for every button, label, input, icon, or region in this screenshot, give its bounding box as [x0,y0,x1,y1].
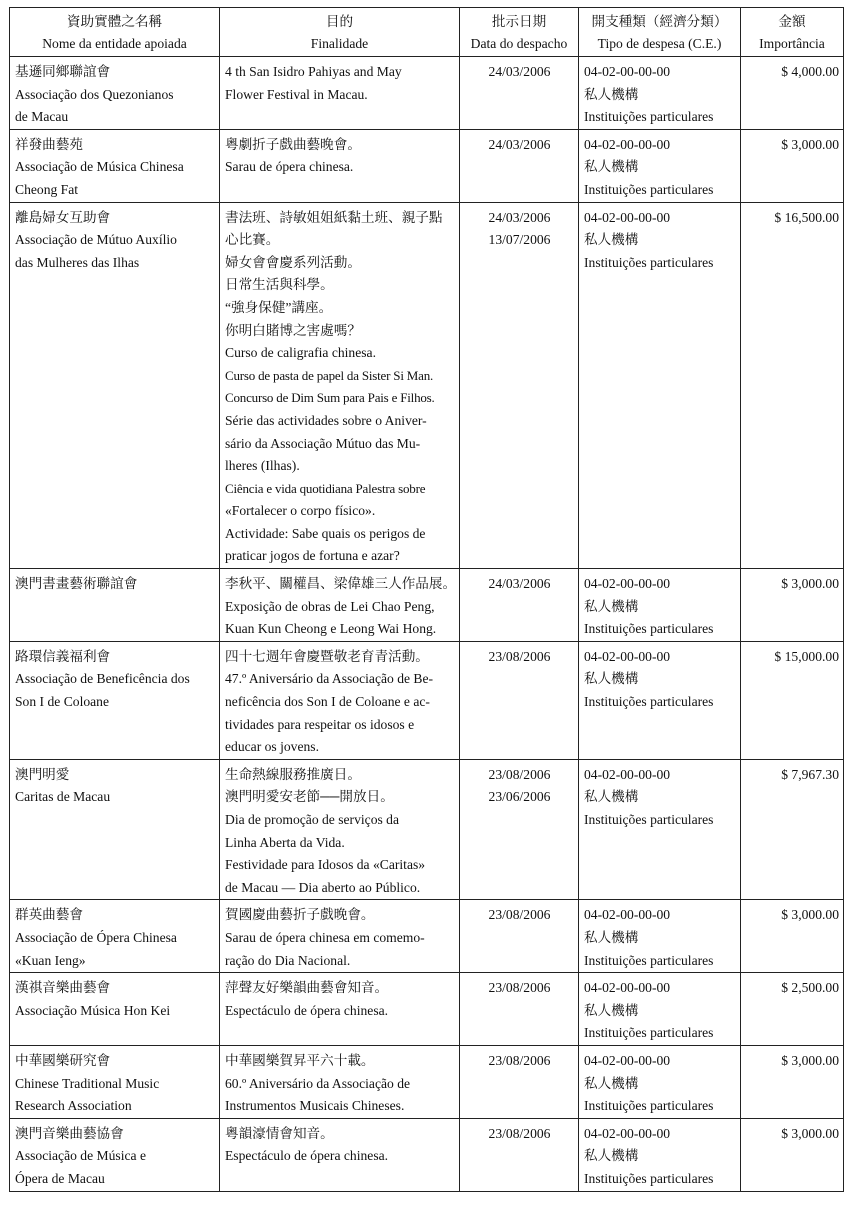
purpose-line: 粵韻濠情會知音。 [225,1125,334,1141]
table-header [10,8,844,57]
amount: $ 16,500.00 [741,202,844,569]
purpose [220,900,460,973]
purpose-line: ração do Dia Nacional. [225,952,351,968]
header-amount [741,8,844,57]
dispatch-date-line: 23/08/2006 [488,1125,551,1141]
purpose [220,1045,460,1118]
purpose-line: educar os jovens. [225,739,319,755]
purpose-line: Curso de caligrafia chinesa. [225,345,376,361]
purpose-line: “強身保健”講座。 [225,299,333,315]
header-purpose-pt: Finalidade [310,35,369,51]
entity-name [10,973,220,1046]
expense-type-line: 私人機構 [584,598,639,614]
entity-name-line: 離島婦女互助會 [15,209,111,225]
purpose-line: 澳門明愛安老節──開放日。 [225,789,394,805]
table-row [10,641,844,759]
expense-type [579,759,741,900]
table-row [10,973,844,1046]
header-purpose-zh: 目的 [325,14,354,29]
expense-type-line: 04-02-00-00-00 [584,576,671,592]
expense-type-line: 04-02-00-00-00 [584,64,671,79]
purpose-line: Ciência e vida quotidiana Palestra sobre [225,480,426,496]
header-name-zh: 資助實體之名稱 [66,14,163,29]
amount: $ 3,000.00 [741,1045,844,1118]
entity-name-line: Associação de Música Chinesa [15,159,184,175]
amount: $ 2,500.00 [741,973,844,1046]
purpose-line: 你明白賭博之害處嗎？ [225,322,361,338]
entity-name-line: «Kuan Ieng» [15,952,86,968]
expense-type-line: 私人機構 [584,789,639,805]
entity-name-line: 中華國樂研究會 [15,1052,111,1068]
purpose-line: 生命熱線服務推廣日。 [225,766,361,782]
entity-name [10,57,220,130]
purpose-line: Festividade para Idosos da «Caritas» [225,857,426,873]
dispatch-date-line: 24/03/2006 [488,576,551,592]
expense-type-line: 私人機構 [584,86,639,102]
amount: $ 7,967.30 [741,759,844,900]
purpose-line: 李秋平、關權昌、梁偉雄三人作品展。 [225,576,457,592]
entity-name [10,641,220,759]
amount: $ 4,000.00 [741,57,844,130]
expense-type-line: 私人機構 [584,232,639,248]
expense-type-line: Instituições particulares [584,254,714,270]
entity-name-line: Associação de Beneficência dos [15,671,190,687]
purpose-line: Actividade: Sabe quais os perigos de [225,525,426,541]
dispatch-date [460,973,579,1046]
expense-type [579,1045,741,1118]
expense-type-line: 私人機構 [584,159,639,175]
dispatch-date-line: 13/07/2006 [488,232,551,248]
dispatch-date [460,900,579,973]
purpose-line: sário da Associação Mútuo das Mu- [225,435,421,451]
entity-name-line: 漢祺音樂曲藝會 [15,980,111,996]
purpose-line: 萍聲友好樂韻曲藝會知音。 [225,980,389,996]
purpose-line: Espectáculo de ópera chinesa. [225,1148,389,1164]
dispatch-date-line: 23/08/2006 [488,980,551,996]
entity-name [10,569,220,642]
expense-type [579,57,741,130]
entity-name-line: Research Association [15,1098,132,1114]
entity-name-line: Chinese Traditional Music [15,1075,160,1091]
dispatch-date-line: 23/06/2006 [488,789,551,805]
entity-name-line: Associação de Mútuo Auxílio [15,232,177,248]
purpose-line: Dia de promoção de serviços da [225,812,400,827]
expense-type [579,973,741,1046]
entity-name-line: de Macau [15,109,69,125]
purpose-line: 心比賽。 [225,232,280,248]
purpose-line: Flower Festival in Macau. [225,86,368,102]
expense-type [579,1118,741,1191]
dispatch-date [460,759,579,900]
purpose [220,759,460,900]
entity-name-line: Associação dos Quezonianos [15,86,174,102]
expense-type-line: 04-02-00-00-00 [584,980,671,996]
purpose [220,1118,460,1191]
amount: $ 3,000.00 [741,129,844,202]
expense-type [579,641,741,759]
expense-type-line: Instituições particulares [584,812,714,827]
dispatch-date-line: 23/08/2006 [488,907,551,923]
dispatch-date-line: 23/08/2006 [488,648,551,664]
expense-type-line: Instituições particulares [584,1025,714,1041]
expense-type-line: Instituições particulares [584,694,714,710]
purpose-line: 47.º Aniversário da Associação de Be- [225,671,434,687]
header-row [10,8,844,57]
entity-name-line: 路環信義福利會 [15,648,111,664]
amount: $ 3,000.00 [741,900,844,973]
purpose [220,973,460,1046]
purpose-line: Série das actividades sobre o Aniver- [225,412,427,428]
entity-name [10,129,220,202]
expense-type-line: 04-02-00-00-00 [584,1052,671,1068]
purpose-line: Linha Aberta da Vida. [225,834,345,850]
dispatch-date [460,569,579,642]
table-row [10,129,844,202]
header-expense-type [579,8,741,57]
header-type-pt: Tipo de despesa (C.E.) [597,35,722,51]
purpose-line: Exposição de obras de Lei Chao Peng, [225,598,435,614]
dispatch-date [460,57,579,130]
subsidy-table [9,7,844,1192]
amount: $ 15,000.00 [741,641,844,759]
dispatch-date-line: 23/08/2006 [488,766,551,782]
header-type-zh: 開支種類（經濟分類） [591,14,728,29]
purpose-line: 中華國樂賀昇平六十載。 [225,1052,375,1068]
table-row [10,569,844,642]
purpose-line: Curso de pasta de papel da Sister Si Man. [225,367,434,383]
expense-type-line: Instituições particulares [584,109,714,125]
header-amount-pt: Importância [759,35,825,51]
table-row [10,1118,844,1191]
purpose-line: Sarau de ópera chinesa em comemo- [225,929,425,945]
amount: $ 3,000.00 [741,569,844,642]
purpose-line: 日常生活與科學。 [225,277,334,293]
expense-type [579,202,741,569]
entity-name [10,1118,220,1191]
header-purpose [220,8,460,57]
purpose-line: Sarau de ópera chinesa. [225,159,354,175]
purpose-line: 粵劇折子戲曲藝晚會。 [225,136,361,152]
purpose-line: Concurso de Dim Sum para Pais e Filhos. [225,390,435,406]
expense-type-line: 私人機構 [584,1075,639,1091]
dispatch-date-line: 23/08/2006 [488,1052,551,1068]
expense-type [579,900,741,973]
expense-type-line: Instituições particulares [584,621,714,637]
dispatch-date-line: 24/03/2006 [488,136,551,152]
entity-name-line: 澳門書畫藝術聯誼會 [15,576,138,592]
purpose-line: 四十七週年會慶暨敬老育青活動。 [225,648,429,664]
expense-type-line: 04-02-00-00-00 [584,907,671,923]
purpose-line: 婦女會會慶系列活動。 [225,254,361,270]
entity-name-line: Caritas de Macau [15,789,111,805]
header-date-zh: 批示日期 [491,14,547,29]
table-row [10,900,844,973]
dispatch-date [460,1118,579,1191]
entity-name-line: 澳門音樂曲藝協會 [15,1125,124,1141]
purpose-line: de Macau — Dia aberto ao Público. [225,879,421,895]
header-date-pt: Data do despacho [470,35,568,51]
table-body [10,57,844,1192]
entity-name-line: Associação de Música e [15,1148,146,1164]
dispatch-date [460,641,579,759]
expense-type-line: 私人機構 [584,929,639,945]
entity-name [10,1045,220,1118]
expense-type-line: 04-02-00-00-00 [584,766,671,782]
expense-type-line: Instituições particulares [584,1098,714,1114]
dispatch-date [460,202,579,569]
entity-name-line: Ópera de Macau [15,1170,105,1186]
entity-name [10,759,220,900]
entity-name-line: das Mulheres das Ilhas [15,254,140,270]
purpose-line: 書法班、詩敏姐姐紙黏土班、親子點 [225,209,443,225]
expense-type-line: Instituições particulares [584,1170,714,1186]
table-row [10,759,844,900]
purpose-line: «Fortalecer o corpo físico». [225,503,376,519]
entity-name-line: 基遜同鄉聯誼會 [15,64,111,79]
entity-name [10,900,220,973]
entity-name-line: 澳門明愛 [15,766,70,782]
header-amount-zh: 金額 [778,14,806,29]
purpose [220,641,460,759]
table-row [10,202,844,569]
expense-type-line: 04-02-00-00-00 [584,136,671,152]
table-row [10,57,844,130]
purpose-line: Espectáculo de ópera chinesa. [225,1002,389,1018]
expense-type-line: 私人機構 [584,671,639,687]
purpose [220,129,460,202]
entity-name-line: 群英曲藝會 [15,907,83,923]
purpose-line: neficência dos Son I de Coloane e ac- [225,694,430,710]
dispatch-date-line: 24/03/2006 [488,64,551,79]
expense-type-line: 04-02-00-00-00 [584,209,671,225]
purpose-line: lheres (Ilhas). [225,458,300,474]
entity-name-line: Son I de Coloane [15,694,110,710]
entity-name-line: Associação de Ópera Chinesa [15,929,177,945]
purpose-line: tividades para respeitar os idosos e [225,716,415,732]
dispatch-date-line: 24/03/2006 [488,209,551,225]
expense-type-line: 私人機構 [584,1002,639,1018]
expense-type [579,569,741,642]
dispatch-date [460,1045,579,1118]
purpose-line: Kuan Kun Cheong e Leong Wai Hong. [225,621,437,637]
expense-type-line: 04-02-00-00-00 [584,648,671,664]
purpose [220,57,460,130]
amount: $ 3,000.00 [741,1118,844,1191]
expense-type-line: 私人機構 [584,1148,639,1164]
purpose-line: 賀國慶曲藝折子戲晚會。 [225,907,375,923]
entity-name-line: Associação Música Hon Kei [15,1002,171,1018]
expense-type-line: Instituições particulares [584,181,714,197]
header-date [460,8,579,57]
header-name-pt: Nome da entidade apoiada [42,35,187,51]
purpose-line: Instrumentos Musicais Chineses. [225,1098,405,1114]
dispatch-date [460,129,579,202]
purpose-line: praticar jogos de fortuna e azar? [225,548,400,564]
entity-name-line: Cheong Fat [15,181,79,197]
entity-name-line: 祥發曲藝苑 [15,136,83,152]
purpose [220,202,460,569]
expense-type-line: 04-02-00-00-00 [584,1125,671,1141]
expense-type [579,129,741,202]
entity-name [10,202,220,569]
table-row [10,1045,844,1118]
expense-type-line: Instituições particulares [584,952,714,968]
purpose [220,569,460,642]
header-entity-name [10,8,220,57]
purpose-line: 60.º Aniversário da Associação de [225,1075,411,1091]
purpose-line: 4 th San Isidro Pahiyas and May [225,64,402,79]
